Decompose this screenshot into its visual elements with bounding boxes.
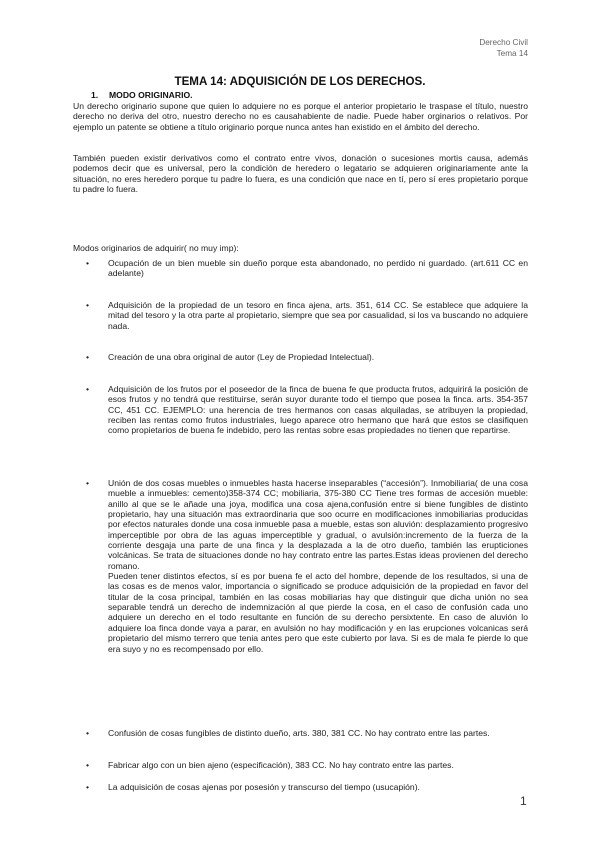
paragraph-definition: Un derecho originario supone que quien lo adquiere no es porque el anterior propietario le traspase el título, nuestro derecho no deriva del otro, nuestro derecho no es causahabiente de nadie. Puede haber orginarios o relativos. Por ejemplo un patente se obtiene a título originario porque nunca antes han existido en el ámbito del derecho. bbox=[73, 101, 528, 132]
bullet-icon: • bbox=[86, 728, 90, 738]
list-intro: Modos originarios de adquirir( no muy imp): bbox=[73, 243, 239, 253]
list-item-text: La adquisición de cosas ajenas por posesión y transcurso del tiempo (usucapión). bbox=[108, 782, 420, 792]
bullet-icon: • bbox=[86, 258, 90, 268]
list-item-text: Adquisición de la propiedad de un tesoro en finca ajena, arts. 351, 614 CC. Se establece que adquiere la mitad del tesoro y la otra parte al propietario, siempre que sea por casualidad, si los va buscando no adquiere nada. bbox=[108, 300, 528, 331]
list-item-accesion bbox=[86, 478, 528, 654]
header-topic: Tema 14 bbox=[496, 49, 528, 58]
list-item-text: Ocupación de un bien mueble sin dueño porque esta abandonado, no perdido ni guardado. (art.611 CC en adelante) bbox=[108, 258, 528, 279]
section-title: MODO ORIGINARIO. bbox=[109, 90, 193, 100]
list-item-text: Creación de una obra original de autor (Ley de Propiedad Intelectual). bbox=[108, 352, 375, 362]
list-item-text: Adquisición de los frutos por el poseedor de la finca de buena fe que producta frutos, adquirirá la posición de esos frutos y no tendrá que restituirse, serán suyor durante todo el tiempo que posea la finca. arts. 354-357 CC, 451 CC. EJEMPLO: una herencia de tres hermanos con casas alquiladas, se atribuyen la propiedad, reciben las rentas como frutos industriales, luego aparece otro hermano que hará que estos se clasifiquen como propietarios de buena fe indebido, pero las rentas sobre esas propiedades no tienen que repartirse. bbox=[108, 384, 528, 436]
bullet-icon: • bbox=[86, 782, 90, 792]
list-item-obra-original bbox=[86, 352, 528, 362]
document-title: TEMA 14: ADQUISICIÓN DE LOS DERECHOS. bbox=[174, 75, 426, 88]
header-subject: Derecho Civil bbox=[479, 38, 528, 47]
bullet-icon: • bbox=[86, 478, 90, 488]
bullet-icon: • bbox=[86, 760, 90, 770]
list-item-confusion bbox=[86, 728, 528, 738]
list-item-frutos bbox=[86, 384, 528, 436]
bullet-icon: • bbox=[86, 352, 90, 362]
section-number: 1. bbox=[91, 90, 99, 100]
list-item-text: Unión de dos cosas muebles o inmuebles hasta hacerse inseparables (“accesión”). Inmobiliaria( de una cosa mueble a inmuebles: cemento)358-374 CC; mobiliaria, 375-380 CC Tiene tres formas de accesión mueble: anillo al que se le añade una joya, modifica una cosa ajena,confusión entre si biene fungibles de distinto propietario, hay una situación mas extraordinaria que soo ocurre en modificaciones inmobiliarias producidas por efectos naturales donde una cosa inmueble pasa a mueble, estas son aluvión: desplazamiento progresivo imperceptible por obra de las aguas imperceptible y gradual, o avulsión:incremento de la fuerza de la corriente desgaja una parte de una finca y la desplazada a la de otro dueño, también las erupticiones volcánicas. Se trata de situaciones donde no hay contrato entre las partes.Estas ideas provienen del derecho romano. bbox=[108, 478, 528, 571]
page-number: 1 bbox=[520, 794, 527, 808]
list-item-text-continued: Pueden tener distintos efectos, sí es por buena fe el acto del hombre, depende de los resultados, si una de las cosas es de menos valor, importancia o significado se produce adquisición de la propiedad en favor del titular de la cosa principal, también en las cosas mobiliarias hay que distinguir que dicha unión no sea separable tendrá un derecho de indemnización al que pierde la cosa, en el caso de confusión cada uno adquiere un derecho en el todo resultante en función de su derecho persixtente. En caso de aluvión lo adquiere loa finca donde vaya a parar, en avulsión no hay modificación y en las erupciones volcanicas será propietario del mismo terrero que tenia antes pero que este cubierto por lava. Si es de mala fe pierde lo que era suyo y no es recompensado por ello. bbox=[108, 571, 528, 654]
page-header bbox=[479, 37, 528, 59]
section-heading bbox=[91, 90, 193, 100]
list-item-especificacion bbox=[86, 760, 528, 770]
paragraph-derivativos: También pueden existir derivativos como el contrato entre vivos, donación o sucesiones mortis causa, además podemos decir que es universal, pero la condición de heredero o legatario se adquieren originariamente ante la situación, no eres heredero porque tu padre lo fuera, es una condición que nace en tí, pero sí eres propietario porque tu padre lo fuera. bbox=[73, 153, 528, 195]
list-item-tesoro bbox=[86, 300, 528, 331]
bullet-icon: • bbox=[86, 300, 90, 310]
bullet-icon: • bbox=[86, 384, 90, 394]
list-item-text: Fabricar algo con un bien ajeno (especificación), 383 CC. No hay contrato entre las partes. bbox=[108, 760, 454, 770]
list-item-usucapion bbox=[86, 782, 528, 792]
list-item-text: Confusión de cosas fungibles de distinto dueño, arts. 380, 381 CC. No hay contrato entre las partes. bbox=[108, 728, 490, 738]
list-item-ocupacion bbox=[86, 258, 528, 279]
